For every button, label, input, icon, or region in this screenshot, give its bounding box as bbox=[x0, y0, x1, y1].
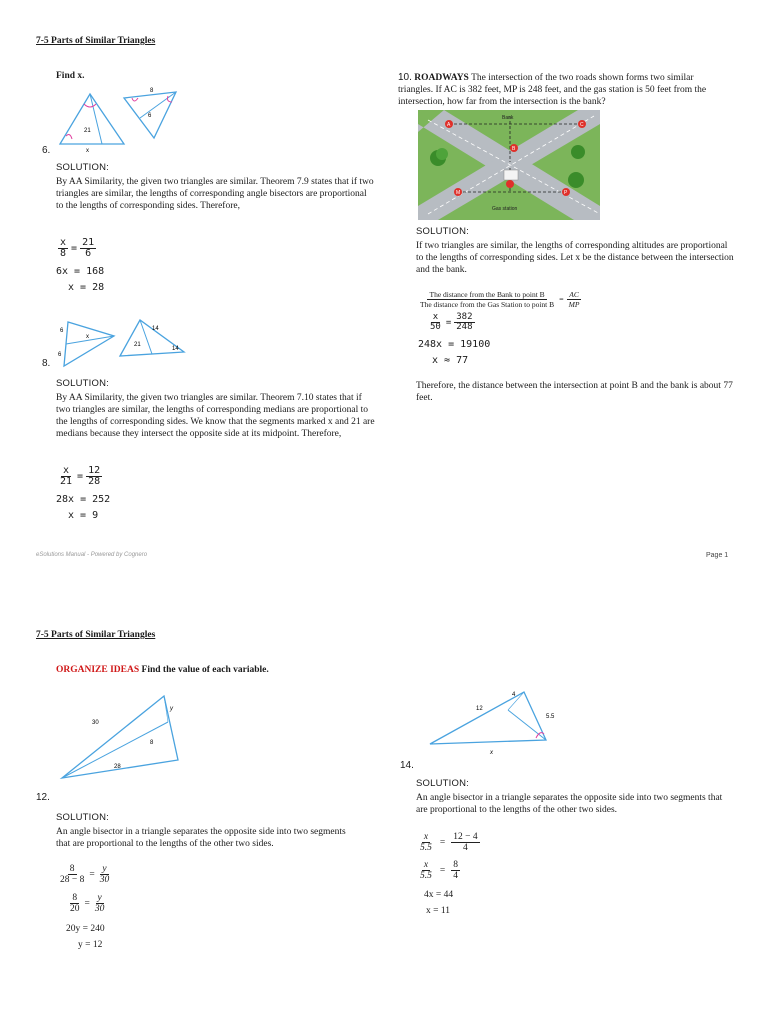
organize-ideas-instruction: ORGANIZE IDEAS Find the value of each variable. bbox=[56, 665, 269, 675]
page-header: 7-5 Parts of Similar Triangles bbox=[36, 36, 156, 46]
problem-8-figure bbox=[54, 316, 194, 368]
fig6-label-6: 6 bbox=[148, 113, 152, 119]
fig12-label-y: y bbox=[170, 706, 173, 712]
problem-12-equation-4: y = 12 bbox=[78, 940, 103, 950]
map-label-gas-station: Gas station bbox=[492, 206, 518, 212]
fig14-label-5-5: 5.5 bbox=[546, 714, 555, 720]
fig12-label-8: 8 bbox=[150, 740, 154, 746]
problem-6-equation-2: 6x = 168 bbox=[56, 266, 105, 277]
problem-14-equation-1: $\frac{x}{5.5}$ = $\frac{12 - 4}{4}$ bbox=[420, 832, 478, 853]
problem-14-figure bbox=[424, 688, 564, 754]
fig8-label-21: 21 bbox=[134, 342, 141, 348]
problem-8-number: 8. bbox=[42, 358, 51, 369]
problem-10-solution-label: SOLUTION: bbox=[416, 226, 470, 237]
problem-12-figure bbox=[56, 682, 196, 782]
fig8-label-14b: 14 bbox=[172, 346, 179, 352]
problem-14-equation-3: 4x = 44 bbox=[424, 890, 454, 900]
map-point-a: A bbox=[447, 122, 451, 128]
problem-10-conclusion: Therefore, the distance between the intersection at point B and the bank is about 77 feet. bbox=[416, 381, 733, 403]
problem-6-equation-1: $\frac{x}{8}$ = $\frac{21}{6}$ bbox=[60, 237, 95, 259]
problem-10-ratio: $\frac{\text{The distance from the Bank to point B}}{\text{The distance from the Gas Station to point B}}$ = $\frac{AC}{MP}$ bbox=[420, 290, 580, 309]
problem-10-equation-3: x ≈ 77 bbox=[432, 355, 469, 366]
problem-12-equation-2: $\frac{8}{20}$ = $\frac{y}{30}$ bbox=[70, 893, 105, 914]
map-point-b: B bbox=[512, 146, 516, 152]
problem-14-equation-4: x = 11 bbox=[426, 906, 451, 916]
problem-10-equation-1: $\frac{x}{50}$ = $\frac{382}{248}$ bbox=[430, 312, 473, 332]
problem-8-text: By AA Similarity, the given two triangles are similar. Theorem 7.10 states that if two triangles are similar, the lengths of corresponding medians are proportional to the lengths of corresponding sides. We know that the segments marked x and 21 are medians because they intersect the opposite side at its midpoint. Therefore, bbox=[56, 393, 375, 439]
page-number: Page 1 bbox=[706, 552, 729, 559]
fig8-label-6a: 6 bbox=[60, 328, 64, 334]
fig6-label-x: x bbox=[86, 148, 89, 154]
problem-6-solution-label: SOLUTION: bbox=[56, 162, 110, 173]
problem-6-equation-3: x = 28 bbox=[68, 282, 105, 293]
fig6-label-8: 8 bbox=[150, 88, 154, 94]
roadways-map bbox=[418, 110, 600, 220]
problem-8-equation-1: $\frac{x}{21}$ = $\frac{12}{28}$ bbox=[60, 465, 101, 487]
fig12-label-28: 28 bbox=[114, 764, 121, 770]
map-point-p: P bbox=[564, 190, 568, 196]
map-label-bank: Bank bbox=[502, 115, 514, 121]
fig14-label-4: 4 bbox=[512, 692, 516, 698]
problem-14-solution-label: SOLUTION: bbox=[416, 778, 470, 789]
find-x-label: Find x. bbox=[56, 71, 85, 81]
problem-14-equation-2: $\frac{x}{5.5}$ = $\frac{8}{4}$ bbox=[420, 860, 458, 881]
problem-14-number: 14. bbox=[400, 760, 414, 771]
problem-14-text: An angle bisector in a triangle separates the opposite side into two segments that are proportional to the lengths of the other two sides. bbox=[416, 793, 723, 815]
problem-12-text: An angle bisector in a triangle separates the opposite side into two segments that are proportional to the lengths of the other two sides. bbox=[56, 827, 346, 849]
problem-12-equation-3: 20y = 240 bbox=[66, 924, 105, 934]
problem-8-equation-3: x = 9 bbox=[68, 510, 99, 521]
problem-6-text: By AA Similarity, the given two triangles are similar. Theorem 7.9 states that if two triangles are similar, the lengths of corresponding angle bisectors are proportional to the lengths of corresponding sides. Therefore, bbox=[56, 177, 374, 211]
fig8-label-6b: 6 bbox=[58, 352, 62, 358]
problem-6-number: 6. bbox=[42, 145, 51, 156]
problem-6-figure bbox=[54, 84, 194, 154]
problem-10-statement: 10. ROADWAYS The intersection of the two roads shown forms two similar triangles. If AC is 382 feet, MP is 248 feet, and the gas station is 50 feet from the intersection, how far from the intersection is the bank? bbox=[398, 72, 707, 107]
problem-12-equation-1: $\frac{8}{28 - 8}$ = $\frac{y}{30}$ bbox=[60, 864, 110, 885]
problem-10-text: If two triangles are similar, the lengths of corresponding altitudes are proportional to the lengths of corresponding sides. Let x be the distance between the intersection and the bank. bbox=[416, 241, 734, 275]
problem-12-solution-label: SOLUTION: bbox=[56, 812, 110, 823]
page-2-header: 7-5 Parts of Similar Triangles bbox=[36, 630, 156, 640]
problem-10-equation-2: 248x = 19100 bbox=[418, 339, 491, 350]
problem-8-solution-label: SOLUTION: bbox=[56, 378, 110, 389]
fig14-label-12: 12 bbox=[476, 706, 483, 712]
fig6-label-21: 21 bbox=[84, 128, 91, 134]
fig8-label-x: x bbox=[86, 334, 89, 340]
fig14-label-x: x bbox=[490, 750, 493, 754]
problem-8-equation-2: 28x = 252 bbox=[56, 494, 111, 505]
footer-credit: eSolutions Manual - Powered by Cognero bbox=[36, 552, 148, 558]
fig12-label-30: 30 bbox=[92, 720, 99, 726]
problem-12-number: 12. bbox=[36, 792, 50, 803]
fig8-label-14a: 14 bbox=[152, 326, 159, 332]
map-point-c: C bbox=[580, 122, 584, 128]
map-point-m: M bbox=[456, 190, 461, 196]
